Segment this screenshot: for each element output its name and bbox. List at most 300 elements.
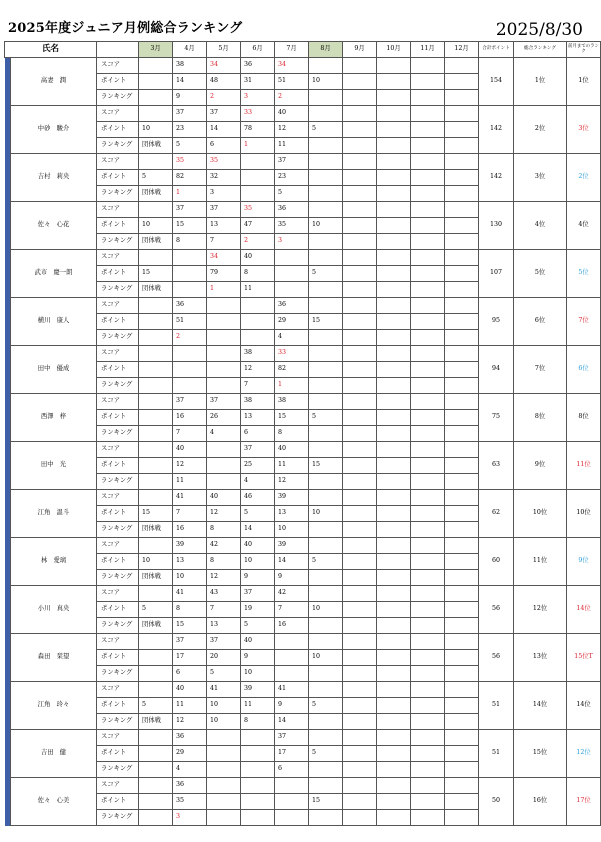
point-cell: 9 bbox=[275, 698, 309, 714]
point-cell: 5 bbox=[139, 602, 173, 618]
score-cell bbox=[411, 58, 445, 74]
rank-cell: 8 bbox=[241, 714, 275, 730]
score-cell bbox=[343, 490, 377, 506]
rank-cell bbox=[309, 90, 343, 106]
rank-cell bbox=[445, 138, 479, 154]
player-name: 吉田 健 bbox=[11, 730, 97, 778]
point-cell: 47 bbox=[241, 218, 275, 234]
point-cell bbox=[445, 314, 479, 330]
row-label: ランキング bbox=[97, 186, 139, 202]
point-cell: 35 bbox=[275, 218, 309, 234]
point-cell bbox=[343, 410, 377, 426]
rank-cell: 5 bbox=[173, 138, 207, 154]
score-cell: 41 bbox=[173, 490, 207, 506]
score-cell: 40 bbox=[207, 490, 241, 506]
score-cell: 38 bbox=[241, 346, 275, 362]
point-cell bbox=[343, 218, 377, 234]
score-cell bbox=[309, 634, 343, 650]
overall-rank: 5位 bbox=[514, 250, 567, 298]
point-cell bbox=[343, 554, 377, 570]
score-cell: 41 bbox=[173, 586, 207, 602]
row-label: ランキング bbox=[97, 666, 139, 682]
table-row bbox=[5, 346, 601, 362]
rank-cell bbox=[343, 762, 377, 778]
rank-cell bbox=[411, 186, 445, 202]
row-label: ポイント bbox=[97, 122, 139, 138]
prev-rank: 14位 bbox=[567, 586, 601, 634]
point-cell: 15 bbox=[309, 458, 343, 474]
rank-cell bbox=[377, 570, 411, 586]
rank-cell bbox=[309, 714, 343, 730]
score-cell bbox=[309, 538, 343, 554]
score-cell bbox=[343, 730, 377, 746]
total-points: 130 bbox=[479, 202, 514, 250]
rank-cell: 4 bbox=[241, 474, 275, 490]
point-cell bbox=[445, 602, 479, 618]
total-points: 56 bbox=[479, 586, 514, 634]
score-cell: 41 bbox=[275, 682, 309, 698]
score-cell bbox=[377, 202, 411, 218]
score-cell: 37 bbox=[207, 394, 241, 410]
point-cell bbox=[275, 794, 309, 810]
rank-cell: 4 bbox=[275, 330, 309, 346]
rank-cell: 3 bbox=[207, 186, 241, 202]
rank-cell bbox=[411, 234, 445, 250]
score-cell: 37 bbox=[173, 394, 207, 410]
row-label: ポイント bbox=[97, 362, 139, 378]
rank-cell bbox=[377, 330, 411, 346]
point-cell: 29 bbox=[275, 314, 309, 330]
total-points: 63 bbox=[479, 442, 514, 490]
point-cell bbox=[445, 794, 479, 810]
point-cell bbox=[139, 362, 173, 378]
point-cell: 79 bbox=[207, 266, 241, 282]
prev-rank: 1位 bbox=[567, 58, 601, 106]
score-cell bbox=[309, 586, 343, 602]
point-cell: 10 bbox=[309, 602, 343, 618]
score-cell bbox=[445, 586, 479, 602]
score-cell bbox=[173, 346, 207, 362]
row-label: ランキング bbox=[97, 522, 139, 538]
score-cell bbox=[445, 490, 479, 506]
overall-rank: 7位 bbox=[514, 346, 567, 394]
point-cell bbox=[445, 458, 479, 474]
month-header: 6月 bbox=[241, 42, 275, 58]
point-cell: 48 bbox=[207, 74, 241, 90]
prev-rank: 9位 bbox=[567, 538, 601, 586]
score-cell: 40 bbox=[173, 682, 207, 698]
score-cell bbox=[207, 778, 241, 794]
point-cell: 10 bbox=[207, 698, 241, 714]
rank-cell: 15 bbox=[173, 618, 207, 634]
month-header: 12月 bbox=[445, 42, 479, 58]
score-cell bbox=[139, 154, 173, 170]
rank-cell: 6 bbox=[173, 666, 207, 682]
month-header: 7月 bbox=[275, 42, 309, 58]
rank-cell: 9 bbox=[275, 570, 309, 586]
rank-cell: 16 bbox=[173, 522, 207, 538]
point-cell: 10 bbox=[309, 506, 343, 522]
score-cell bbox=[309, 730, 343, 746]
rank-cell bbox=[309, 810, 343, 826]
point-cell bbox=[377, 218, 411, 234]
point-cell: 11 bbox=[241, 698, 275, 714]
table-row bbox=[5, 778, 601, 794]
rank-cell: 12 bbox=[207, 570, 241, 586]
score-cell bbox=[377, 106, 411, 122]
rank-cell bbox=[309, 234, 343, 250]
point-cell bbox=[411, 554, 445, 570]
rank-cell bbox=[309, 378, 343, 394]
score-cell bbox=[377, 154, 411, 170]
score-cell bbox=[139, 250, 173, 266]
total-points: 75 bbox=[479, 394, 514, 442]
score-cell bbox=[411, 586, 445, 602]
score-cell bbox=[377, 682, 411, 698]
score-cell bbox=[445, 58, 479, 74]
score-cell bbox=[377, 730, 411, 746]
rank-cell bbox=[309, 762, 343, 778]
point-cell: 8 bbox=[241, 266, 275, 282]
score-cell: 35 bbox=[173, 154, 207, 170]
row-label: ランキング bbox=[97, 90, 139, 106]
point-cell bbox=[377, 362, 411, 378]
rank-cell: 7 bbox=[241, 378, 275, 394]
total-points: 154 bbox=[479, 58, 514, 106]
score-cell: 36 bbox=[173, 778, 207, 794]
rank-cell: 6 bbox=[275, 762, 309, 778]
score-cell: 37 bbox=[275, 730, 309, 746]
score-cell bbox=[309, 394, 343, 410]
row-label: ポイント bbox=[97, 314, 139, 330]
row-label: ポイント bbox=[97, 554, 139, 570]
overall-rank: 13位 bbox=[514, 634, 567, 682]
overall-rank: 8位 bbox=[514, 394, 567, 442]
rank-cell: 11 bbox=[241, 282, 275, 298]
row-label: ポイント bbox=[97, 170, 139, 186]
rank-cell: 12 bbox=[173, 714, 207, 730]
row-label: ポイント bbox=[97, 218, 139, 234]
score-cell bbox=[275, 634, 309, 650]
rank-cell bbox=[377, 762, 411, 778]
rank-cell bbox=[309, 426, 343, 442]
overall-rank: 9位 bbox=[514, 442, 567, 490]
month-header: 5月 bbox=[207, 42, 241, 58]
row-label: ポイント bbox=[97, 74, 139, 90]
rank-cell bbox=[411, 474, 445, 490]
point-cell bbox=[241, 746, 275, 762]
rank-cell bbox=[343, 426, 377, 442]
rank-cell bbox=[377, 618, 411, 634]
point-cell: 5 bbox=[241, 506, 275, 522]
prev-rank: 5位 bbox=[567, 250, 601, 298]
score-cell bbox=[343, 634, 377, 650]
rank-cell: 1 bbox=[241, 138, 275, 154]
row-label: ランキング bbox=[97, 426, 139, 442]
rank-cell: 団体戦 bbox=[139, 570, 173, 586]
player-name: 佐々 心花 bbox=[11, 202, 97, 250]
point-cell: 14 bbox=[173, 74, 207, 90]
rank-cell: 4 bbox=[207, 426, 241, 442]
row-label: スコア bbox=[97, 730, 139, 746]
rank-cell bbox=[207, 810, 241, 826]
rank-cell bbox=[445, 378, 479, 394]
point-cell bbox=[445, 266, 479, 282]
point-cell: 5 bbox=[309, 266, 343, 282]
overall-rank: 6位 bbox=[514, 298, 567, 346]
rank-cell: 1 bbox=[275, 378, 309, 394]
score-cell bbox=[377, 58, 411, 74]
score-cell: 36 bbox=[275, 202, 309, 218]
prev-rank: 2位 bbox=[567, 154, 601, 202]
point-cell bbox=[343, 170, 377, 186]
point-cell bbox=[139, 410, 173, 426]
rank-cell bbox=[445, 234, 479, 250]
row-label: スコア bbox=[97, 442, 139, 458]
total-points: 107 bbox=[479, 250, 514, 298]
point-cell: 23 bbox=[173, 122, 207, 138]
score-cell bbox=[377, 346, 411, 362]
rank-cell: 5 bbox=[207, 666, 241, 682]
point-cell: 15 bbox=[173, 218, 207, 234]
score-cell bbox=[139, 730, 173, 746]
point-cell: 17 bbox=[275, 746, 309, 762]
point-cell bbox=[241, 314, 275, 330]
prev-rank: 10位 bbox=[567, 490, 601, 538]
score-cell: 39 bbox=[275, 490, 309, 506]
point-cell: 7 bbox=[207, 602, 241, 618]
total-points: 51 bbox=[479, 730, 514, 778]
point-cell: 15 bbox=[275, 410, 309, 426]
table-row bbox=[5, 682, 601, 698]
score-cell bbox=[343, 442, 377, 458]
page-title: 2025年度ジュニア月例総合ランキング bbox=[8, 21, 243, 36]
point-cell bbox=[377, 458, 411, 474]
score-cell bbox=[377, 490, 411, 506]
score-cell bbox=[445, 730, 479, 746]
rank-cell bbox=[309, 618, 343, 634]
table-row bbox=[5, 730, 601, 746]
score-cell bbox=[207, 298, 241, 314]
row-label: ポイント bbox=[97, 650, 139, 666]
score-cell bbox=[445, 202, 479, 218]
rank-cell bbox=[207, 378, 241, 394]
score-cell bbox=[411, 682, 445, 698]
row-label: ランキング bbox=[97, 138, 139, 154]
point-cell bbox=[343, 74, 377, 90]
player-name: 西澤 梓 bbox=[11, 394, 97, 442]
point-cell bbox=[445, 698, 479, 714]
score-cell bbox=[343, 250, 377, 266]
rank-cell bbox=[445, 330, 479, 346]
score-cell bbox=[241, 778, 275, 794]
score-cell bbox=[377, 778, 411, 794]
point-cell: 5 bbox=[309, 410, 343, 426]
rank-cell: 9 bbox=[241, 570, 275, 586]
rank-cell bbox=[241, 810, 275, 826]
point-cell bbox=[343, 458, 377, 474]
prev-rank: 7位 bbox=[567, 298, 601, 346]
score-cell bbox=[241, 298, 275, 314]
rank-cell bbox=[445, 762, 479, 778]
total-points: 51 bbox=[479, 682, 514, 730]
player-name: 江角 温斗 bbox=[11, 490, 97, 538]
score-cell: 39 bbox=[173, 538, 207, 554]
point-cell bbox=[411, 794, 445, 810]
point-cell: 31 bbox=[241, 74, 275, 90]
rank-cell bbox=[411, 330, 445, 346]
rank-cell bbox=[343, 714, 377, 730]
point-cell bbox=[377, 746, 411, 762]
point-cell: 15 bbox=[139, 506, 173, 522]
point-cell bbox=[139, 794, 173, 810]
point-cell bbox=[411, 218, 445, 234]
score-cell bbox=[309, 346, 343, 362]
rank-cell bbox=[377, 474, 411, 490]
row-label: スコア bbox=[97, 490, 139, 506]
rank-cell: 6 bbox=[207, 138, 241, 154]
rank-cell bbox=[343, 90, 377, 106]
table-row bbox=[5, 250, 601, 266]
score-cell bbox=[139, 298, 173, 314]
rank-cell bbox=[309, 186, 343, 202]
rank-cell bbox=[139, 810, 173, 826]
prev-rank: 14位 bbox=[567, 682, 601, 730]
rank-cell bbox=[445, 522, 479, 538]
score-cell bbox=[309, 58, 343, 74]
total-points: 95 bbox=[479, 298, 514, 346]
point-cell bbox=[343, 698, 377, 714]
rank-cell bbox=[173, 378, 207, 394]
point-cell: 29 bbox=[173, 746, 207, 762]
point-cell bbox=[411, 74, 445, 90]
point-cell bbox=[241, 170, 275, 186]
point-cell: 10 bbox=[139, 218, 173, 234]
prev-rank: 12位 bbox=[567, 730, 601, 778]
rank-cell bbox=[377, 234, 411, 250]
rank-cell bbox=[343, 234, 377, 250]
rank-cell: 団体戦 bbox=[139, 138, 173, 154]
player-name: 森田 栞望 bbox=[11, 634, 97, 682]
score-cell: 37 bbox=[207, 202, 241, 218]
score-cell: 34 bbox=[207, 250, 241, 266]
rank-cell bbox=[139, 90, 173, 106]
score-cell: 40 bbox=[275, 106, 309, 122]
point-cell: 15 bbox=[309, 794, 343, 810]
row-label: ランキング bbox=[97, 810, 139, 826]
table-row bbox=[5, 442, 601, 458]
row-label: スコア bbox=[97, 682, 139, 698]
player-name: 田中 光 bbox=[11, 442, 97, 490]
rank-cell bbox=[241, 330, 275, 346]
row-label: スコア bbox=[97, 250, 139, 266]
rank-cell bbox=[377, 90, 411, 106]
rank-cell bbox=[377, 138, 411, 154]
score-cell bbox=[411, 538, 445, 554]
score-cell: 43 bbox=[207, 586, 241, 602]
point-cell bbox=[411, 362, 445, 378]
score-cell: 37 bbox=[173, 202, 207, 218]
score-cell: 40 bbox=[241, 250, 275, 266]
point-cell bbox=[139, 74, 173, 90]
point-cell: 12 bbox=[241, 362, 275, 378]
score-cell: 37 bbox=[241, 586, 275, 602]
point-cell bbox=[411, 506, 445, 522]
point-cell bbox=[377, 170, 411, 186]
score-cell bbox=[445, 538, 479, 554]
point-cell bbox=[411, 746, 445, 762]
rank-cell bbox=[377, 666, 411, 682]
score-cell bbox=[445, 682, 479, 698]
point-cell: 10 bbox=[309, 650, 343, 666]
score-cell bbox=[377, 586, 411, 602]
point-cell: 15 bbox=[139, 266, 173, 282]
score-cell bbox=[309, 154, 343, 170]
row-label: ランキング bbox=[97, 570, 139, 586]
point-cell bbox=[207, 458, 241, 474]
point-cell bbox=[207, 314, 241, 330]
point-cell: 10 bbox=[139, 554, 173, 570]
month-header: 4月 bbox=[173, 42, 207, 58]
point-cell: 5 bbox=[309, 122, 343, 138]
prev-rank: 4位 bbox=[567, 202, 601, 250]
score-cell bbox=[139, 538, 173, 554]
rank-cell: 6 bbox=[241, 426, 275, 442]
point-cell bbox=[377, 314, 411, 330]
player-name: 江角 玲々 bbox=[11, 682, 97, 730]
rank-cell bbox=[411, 138, 445, 154]
score-cell bbox=[343, 298, 377, 314]
table-row bbox=[5, 538, 601, 554]
point-cell bbox=[445, 362, 479, 378]
row-label: ランキング bbox=[97, 618, 139, 634]
point-cell bbox=[343, 650, 377, 666]
score-cell: 37 bbox=[173, 634, 207, 650]
report-date: 2025/8/30 bbox=[495, 20, 583, 40]
point-cell bbox=[343, 362, 377, 378]
rank-cell bbox=[377, 282, 411, 298]
point-cell bbox=[241, 794, 275, 810]
point-cell bbox=[207, 794, 241, 810]
rank-cell bbox=[411, 666, 445, 682]
overall-rank: 2位 bbox=[514, 106, 567, 154]
point-cell bbox=[445, 506, 479, 522]
row-label: ポイント bbox=[97, 506, 139, 522]
point-cell: 13 bbox=[173, 554, 207, 570]
row-label: ポイント bbox=[97, 410, 139, 426]
score-cell bbox=[445, 154, 479, 170]
score-cell: 40 bbox=[173, 442, 207, 458]
month-header: 11月 bbox=[411, 42, 445, 58]
rank-cell bbox=[411, 570, 445, 586]
rank-cell bbox=[411, 378, 445, 394]
score-cell bbox=[445, 298, 479, 314]
rank-cell bbox=[343, 186, 377, 202]
row-label: ポイント bbox=[97, 266, 139, 282]
score-cell bbox=[411, 394, 445, 410]
rank-cell bbox=[139, 330, 173, 346]
rank-cell bbox=[309, 138, 343, 154]
total-points: 94 bbox=[479, 346, 514, 394]
point-cell: 13 bbox=[241, 410, 275, 426]
player-name: 佐々 心美 bbox=[11, 778, 97, 826]
score-cell bbox=[445, 250, 479, 266]
score-cell bbox=[275, 250, 309, 266]
rank-cell bbox=[445, 618, 479, 634]
overall-rank: 14位 bbox=[514, 682, 567, 730]
total-points: 50 bbox=[479, 778, 514, 826]
row-label: スコア bbox=[97, 586, 139, 602]
